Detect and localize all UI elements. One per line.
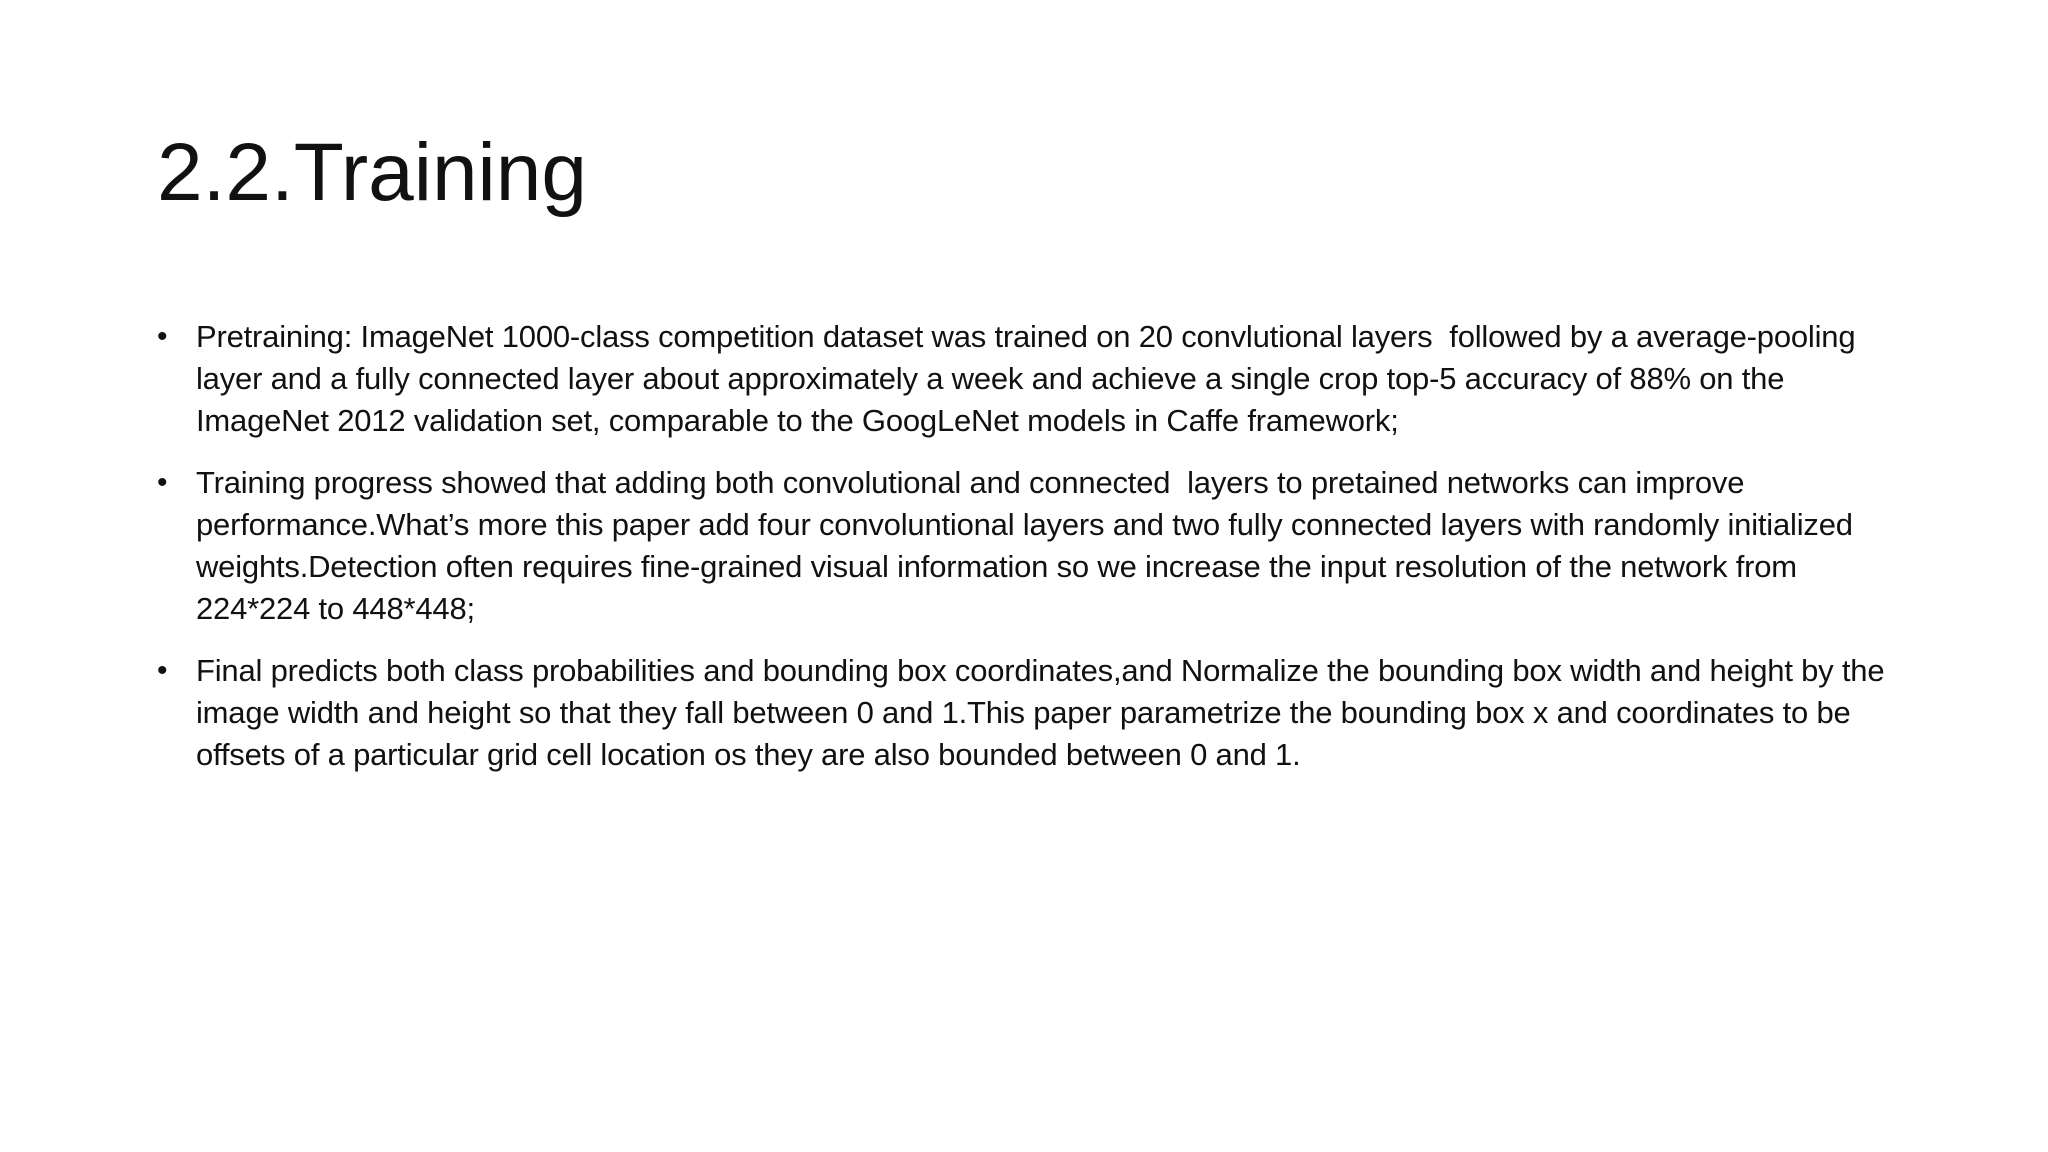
bullet-item-training-progress [157,462,1907,630]
bullet-dot-icon: • [157,654,168,687]
bullet-dot-icon: • [157,466,168,499]
bullet-item-pretraining [157,316,1907,442]
slide-title: 2.2.Training [157,127,587,218]
bullet-dot-icon: • [157,320,168,353]
bullet-item-final-predicts [157,650,1907,776]
bullet-list [157,316,1907,796]
bullet-text: Training progress showed that adding both convolutional and connected layers to pretained networks can improve performance.What’s more this paper add four convoluntional layers and two fully connected layers with randomly initialized weights.Detection often requires fine-grained visual information so we increase the input resolution of the network from 224*224 to 448*448; [196,465,1862,626]
bullet-text: Pretraining: ImageNet 1000-class competition dataset was trained on 20 convlutional layers followed by a average-pooling layer and a fully connected layer about approximately a week and achieve a single crop top-5 accuracy of 88% on the ImageNet 2012 validation set, comparable to the GoogLeNet models in Caffe framework; [196,319,1864,438]
bullet-text: Final predicts both class probabilities and bounding box coordinates,and Normalize the bounding box width and height by the image width and height so that they fall between 0 and 1.This paper parametrize the bounding box x and coordinates to be offsets of a particular grid cell location os they are also bounded between 0 and 1. [196,653,1893,772]
